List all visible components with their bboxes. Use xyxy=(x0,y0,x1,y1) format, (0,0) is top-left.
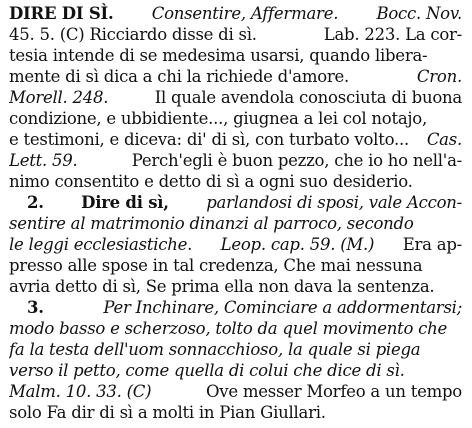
sense2-number: 2. xyxy=(27,193,44,212)
citation-lett: Lett. 59. xyxy=(9,151,78,170)
sense3-def-3: fa la testa dell'uom sonnacchioso, la quale si piega xyxy=(9,340,421,359)
sense3-def-4: verso il petto, come quella di colui che dice di sì. xyxy=(9,361,405,380)
headword: DIRE DI SÌ. xyxy=(9,4,114,23)
sense2-def-2: sentire al matrimonio dinanzi al parroco, secondo xyxy=(9,214,414,233)
citation-morell: Morell. 248. xyxy=(9,88,109,107)
sense2-text-2: presso alle spose in tal credenza, Che mai nessuna xyxy=(9,256,423,275)
citation-cas: Cas. xyxy=(426,130,462,149)
quote-avendola: Il quale avendola conosciuta di buona xyxy=(154,88,462,107)
sense2-line-3 xyxy=(9,234,462,255)
quote-condizione: condizione, e ubbidiente..., giugnea a lei col notajo, xyxy=(9,109,427,128)
sense2-text-1: Era ap- xyxy=(402,235,462,254)
entry-line-1 xyxy=(9,3,462,24)
entry-line-6 xyxy=(9,108,462,129)
sense3-number: 3. xyxy=(27,298,44,317)
sense2-line-5 xyxy=(9,276,462,297)
sense3-text-2: solo Fa dir di sì a molti in Pian Giullari. xyxy=(9,403,326,422)
entry-line-3 xyxy=(9,45,462,66)
quote-perchegli: Perch'egli è buon pezzo, che io ho nell'a- xyxy=(131,151,462,170)
quote-cortesia-cont: mente di sì dica a chi la richiede d'amore. xyxy=(9,67,350,86)
sense2-citation: Leop. cap. 59. (M.) xyxy=(220,235,375,254)
sense3-line-1 xyxy=(27,297,462,318)
sense2-text-3: avria detto di sì, Se prima ella non dava la sentenza. xyxy=(9,277,435,296)
sense2-line-2 xyxy=(9,213,462,234)
citation-lab: Lab. 223. La cor- xyxy=(323,25,462,44)
sense3-citation: Malm. 10. 33. (C) xyxy=(9,382,152,401)
sense3-line-5 xyxy=(9,381,462,402)
entry-line-7 xyxy=(9,129,462,150)
sense2-head: Dire di sì, xyxy=(81,193,169,212)
citation-cron: Cron. xyxy=(416,67,462,86)
quote-ricciardo: 45. 5. (C) Ricciardo disse di sì. xyxy=(9,25,257,44)
entry-line-9 xyxy=(9,171,462,192)
quote-nimo: nimo consentito e detto di sì a ogni suo desiderio. xyxy=(9,172,413,191)
sense2-def-1: parlandosi di sposi, vale Accon- xyxy=(206,193,462,212)
quote-testimoni: e testimoni, e diceva: di' di sì, con turbato volto... xyxy=(9,130,409,149)
entry-line-4 xyxy=(9,66,462,87)
sense2-def-3: le leggi ecclesiastiche. xyxy=(9,235,193,254)
sense3-text-1: Ove messer Morfeo a un tempo xyxy=(206,382,462,401)
citation-bocc: Bocc. Nov. xyxy=(376,4,462,23)
entry-line-2 xyxy=(9,24,462,45)
definition: Consentire, Affermare. xyxy=(151,4,339,23)
sense3-line-6 xyxy=(9,402,462,423)
entry-line-8 xyxy=(9,150,462,171)
sense3-def-2: modo basso e scherzoso, tolto da quel movimento che xyxy=(9,319,448,338)
entry-line-5 xyxy=(9,87,462,108)
sense3-line-3 xyxy=(9,339,462,360)
quote-cortesia: tesia intende di se medesima usarsi, quando libera- xyxy=(9,46,428,65)
sense3-line-2 xyxy=(9,318,462,339)
sense3-line-4 xyxy=(9,360,462,381)
sense2-line-4 xyxy=(9,255,462,276)
sense3-def-1: Per Inchinare, Cominciare a addormentarsi; xyxy=(103,298,462,317)
sense2-line-1 xyxy=(27,192,462,213)
